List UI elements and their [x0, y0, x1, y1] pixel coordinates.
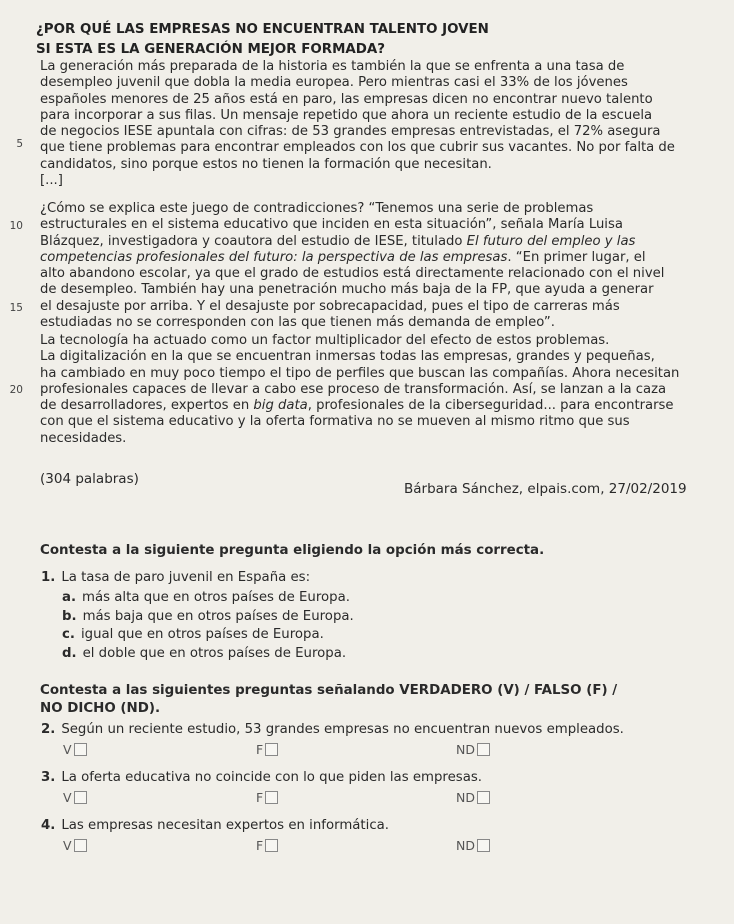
text-line: ¿Cómo se explica este juego de contradicciones? “Tenemos una serie de problemas — [40, 201, 594, 216]
option-b[interactable] — [62, 609, 354, 624]
question-number: 1. — [41, 570, 56, 585]
checkbox[interactable] — [477, 743, 490, 756]
mark-label: V — [63, 838, 72, 853]
question-text: La tasa de paro juvenil en España es: — [61, 570, 311, 585]
question-number: 4. — [41, 818, 56, 833]
mark-label: F — [256, 838, 264, 853]
instruction-text: NO DICHO (ND). — [40, 701, 161, 716]
mark-label: F — [256, 790, 264, 805]
option-text: más baja que en otros países de Europa. — [82, 609, 354, 624]
text-line: de desempleo. También hay una penetración mucho más baja de la FP, que ayuda a generar — [40, 282, 654, 298]
text-line — [40, 234, 720, 250]
text-fragment: . “En primer lugar, el — [507, 249, 646, 265]
text-line: que tiene problemas para encontrar empleados con los que cubrir sus vacantes. No por falta de — [40, 140, 675, 156]
answer-v-q4[interactable] — [63, 838, 87, 853]
mark-label: V — [63, 790, 72, 805]
option-d[interactable] — [62, 646, 346, 661]
line-number: 15 — [9, 302, 23, 314]
title-line: SI ESTA ES LA GENERACIÓN MEJOR FORMADA? — [36, 42, 386, 57]
option-letter: b. — [62, 609, 77, 624]
text-line: La digitalización en la que se encuentran inmersas todas las empresas, grandes y pequeñas, — [40, 349, 655, 365]
study-title: competencias profesionales del futuro: la perspectiva de las empresas — [40, 249, 508, 265]
text-fragment: , profesionales de la ciberseguridad... para encontrarse — [307, 398, 674, 414]
paragraph-2 — [40, 201, 720, 331]
option-letter: c. — [62, 627, 75, 642]
question-text: La oferta educativa no coincide con lo que piden las empresas. — [61, 770, 483, 785]
text-line: candidatos, sino porque estos no tienen la formación que necesitan. — [40, 156, 492, 172]
text-line: de negocios IESE apuntala con cifras: de 53 grandes empresas entrevistadas, el 72% asegura — [40, 124, 661, 140]
text-fragment: Blázquez, investigadora y coautora del estudio de IESE, titulado — [40, 233, 463, 249]
mark-label: V — [63, 742, 72, 757]
option-letter: a. — [62, 590, 77, 605]
text-line: ha cambiado en muy poco tiempo el tipo de perfiles que buscan las compañías. Ahora necesitan — [40, 365, 680, 381]
paragraph-1 — [40, 59, 720, 189]
text-line: profesionales capaces de llevar a cabo ese proceso de transformación. Así, se lanzan a la caza — [40, 381, 667, 397]
question-1 — [41, 570, 310, 585]
question-text: Las empresas necesitan expertos en informática. — [61, 818, 390, 833]
question-number: 2. — [41, 722, 56, 737]
checkbox[interactable] — [265, 791, 278, 804]
instruction-true-false — [40, 682, 617, 718]
text-line — [40, 250, 720, 266]
text-line: estructurales en el sistema educativo que inciden en esta situación”, señala María Luisa — [40, 217, 623, 233]
text-line: desempleo juvenil que dobla la media europea. Pero mientras casi el 33% de los jóvenes — [40, 75, 628, 91]
page-title — [36, 20, 716, 60]
line-number: 20 — [9, 384, 23, 396]
text-line: La generación más preparada de la historia es también la que se enfrenta a una tasa de — [40, 59, 625, 74]
checkbox[interactable] — [74, 839, 87, 852]
text-line: para incorporar a sus filas. Un mensaje repetido que ahora un reciente estudio de la escuela — [40, 107, 653, 123]
mark-label: ND — [456, 742, 475, 757]
instruction-text: Contesta a la siguiente pregunta eligiendo la opción más correcta. — [40, 543, 545, 558]
option-letter: d. — [62, 646, 77, 661]
answer-nd-q2[interactable] — [456, 742, 490, 757]
text-line: alto abandono escolar, ya que el grado de estudios está directamente relacionado con el nivel — [40, 266, 665, 282]
answer-v-q3[interactable] — [63, 790, 87, 805]
text-fragment: de desarrolladores, expertos en — [40, 398, 250, 414]
text-line: necesidades. — [40, 430, 127, 446]
checkbox[interactable] — [477, 791, 490, 804]
option-text: el doble que en otros países de Europa. — [82, 646, 347, 661]
text-line: [...] — [40, 173, 63, 189]
instruction-multiple-choice — [40, 542, 544, 560]
study-title: El futuro del empleo y las — [466, 233, 636, 249]
option-c[interactable] — [62, 627, 324, 642]
question-2 — [41, 722, 624, 737]
answer-v-q2[interactable] — [63, 742, 87, 757]
mark-label: F — [256, 742, 264, 757]
text-line — [40, 398, 720, 414]
option-text: más alta que en otros países de Europa. — [82, 590, 350, 605]
word-count: (304 palabras) — [40, 471, 139, 487]
question-3 — [41, 770, 482, 785]
checkbox[interactable] — [477, 839, 490, 852]
answer-nd-q3[interactable] — [456, 790, 490, 805]
instruction-text: Contesta a las siguientes preguntas señalando VERDADERO (V) / FALSO (F) / — [40, 683, 618, 698]
text-line: estudiadas no se corresponden con las que tienen más demanda de empleo”. — [40, 315, 555, 331]
checkbox[interactable] — [265, 743, 278, 756]
checkbox[interactable] — [74, 743, 87, 756]
source-citation: Bárbara Sánchez, elpais.com, 27/02/2019 — [404, 481, 687, 497]
mark-label: ND — [456, 790, 475, 805]
text-line: con que el sistema educativo y la oferta formativa no se mueven al mismo ritmo que sus — [40, 414, 630, 430]
option-a[interactable] — [62, 590, 350, 605]
big-data-term: big data — [253, 398, 308, 414]
text-line: españoles menores de 25 años está en paro, las empresas dicen no encontrar nuevo talento — [40, 91, 653, 107]
paragraph-3 — [40, 333, 720, 447]
line-number: 5 — [16, 138, 23, 150]
line-number: 10 — [9, 220, 23, 232]
answer-f-q2[interactable] — [256, 742, 278, 757]
question-number: 3. — [41, 770, 56, 785]
question-4 — [41, 818, 389, 833]
answer-f-q4[interactable] — [256, 838, 278, 853]
title-line: ¿POR QUÉ LAS EMPRESAS NO ENCUENTRAN TALENTO JOVEN — [36, 22, 489, 37]
option-text: igual que en otros países de Europa. — [80, 627, 324, 642]
text-line: el desajuste por arriba. Y el desajuste por sobrecapacidad, pues el tipo de carreras más — [40, 298, 620, 314]
answer-f-q3[interactable] — [256, 790, 278, 805]
mark-label: ND — [456, 838, 475, 853]
text-line: La tecnología ha actuado como un factor multiplicador del efecto de estos problemas. — [40, 333, 610, 348]
answer-nd-q4[interactable] — [456, 838, 490, 853]
checkbox[interactable] — [265, 839, 278, 852]
question-text: Según un reciente estudio, 53 grandes empresas no encuentran nuevos empleados. — [61, 722, 624, 737]
checkbox[interactable] — [74, 791, 87, 804]
